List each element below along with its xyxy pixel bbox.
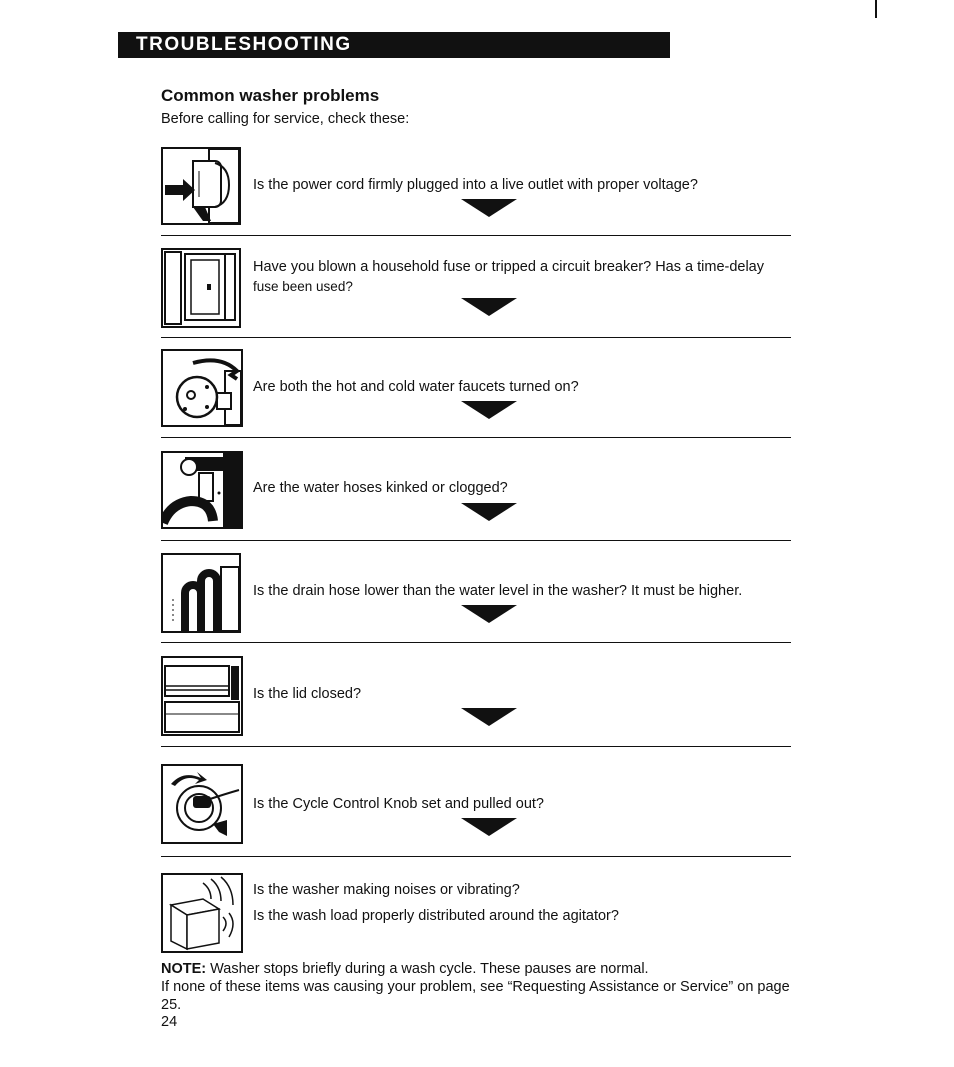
divider (161, 856, 791, 857)
note-label: NOTE: (161, 961, 207, 977)
check-question: Are both the hot and cold water faucets turned on? (253, 379, 579, 395)
check-question-extra: Is the wash load properly distributed around the agitator? (253, 908, 619, 924)
washer-lid-icon (161, 656, 243, 736)
page-number: 24 (161, 1014, 178, 1030)
divider (161, 337, 791, 338)
water-hose-icon (161, 451, 243, 529)
check-question-continued: fuse been used? (253, 279, 353, 294)
check-question: Have you blown a household fuse or tripped a circuit breaker? Has a time-delay (253, 259, 764, 275)
power-plug-icon (161, 147, 241, 225)
check-question: Is the power cord firmly plugged into a live outlet with proper voltage? (253, 177, 698, 193)
page-heading: Common washer problems (161, 86, 380, 105)
check-question: Is the drain hose lower than the water level in the washer? It must be higher. (253, 583, 743, 599)
check-question: Is the washer making noises or vibrating? (253, 882, 520, 898)
next-step-arrow-icon (461, 708, 517, 726)
referral-text: If none of these items was causing your problem, see “Requesting Assistance or Service” on page 25. (161, 979, 790, 1013)
section-banner (118, 32, 670, 58)
check-question: Is the lid closed? (253, 686, 362, 702)
next-step-arrow-icon (461, 818, 517, 836)
fuse-box-icon (161, 248, 241, 328)
next-step-arrow-icon (461, 503, 517, 521)
divider (161, 746, 791, 747)
check-question: Are the water hoses kinked or clogged? (253, 480, 508, 496)
next-step-arrow-icon (461, 199, 517, 217)
note-text: Washer stops briefly during a wash cycle. These pauses are normal. (206, 961, 649, 977)
next-step-arrow-icon (461, 298, 517, 316)
section-title: TROUBLESHOOTING (136, 34, 352, 55)
divider (161, 235, 791, 236)
cycle-knob-icon (161, 764, 243, 844)
note-line (161, 961, 649, 977)
next-step-arrow-icon (461, 605, 517, 623)
page-edge-mark (875, 0, 877, 18)
water-faucet-icon (161, 349, 243, 427)
intro-text: Before calling for service, check these: (161, 111, 410, 127)
divider (161, 540, 791, 541)
vibrating-washer-icon (161, 873, 243, 953)
divider (161, 437, 791, 438)
check-question: Is the Cycle Control Knob set and pulled out? (253, 796, 544, 812)
divider (161, 642, 791, 643)
drain-hose-icon (161, 553, 241, 633)
next-step-arrow-icon (461, 401, 517, 419)
